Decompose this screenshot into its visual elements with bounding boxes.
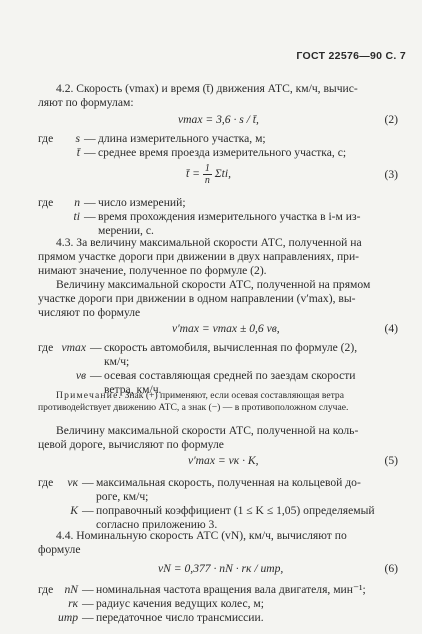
definition: скорость автомобиля, вычисленная по формуле (2), <box>104 341 358 354</box>
dash: — <box>84 146 96 159</box>
where-label: где <box>38 583 54 596</box>
paragraph-line: прямом участке дороги при движении в двух направлениях, при- <box>38 250 360 263</box>
paragraph-line: 4.3. За величину максимальной скорости АТС, полученной на <box>56 236 362 249</box>
note-line: противодействует движению АТС, а знак (−) — в противоположном случае. <box>38 402 349 413</box>
note <box>38 390 406 402</box>
definition: максимальная скорость, полученная на кольцевой до- <box>96 476 361 489</box>
equation-number: (2) <box>384 113 398 126</box>
formula-4: v′max = vmax ± 0,6 vв, <box>172 322 280 335</box>
paragraph-line: нимают значение, полученное по формуле (2). <box>38 264 267 277</box>
formula-2: vmax = 3,6 · s / t̄, <box>178 113 259 126</box>
dash: — <box>90 341 102 354</box>
fraction <box>203 163 212 186</box>
definition: среднее время проезда измерительного участка, с; <box>98 146 347 159</box>
formula-rhs: Σti, <box>214 167 231 181</box>
dash: — <box>84 196 96 209</box>
definition: время прохождения измерительного участка в i-м из- <box>98 210 361 223</box>
formula-5: v′max = vк · K, <box>188 454 259 467</box>
paragraph-line: 4.4. Номинальную скорость АТС (vN), км/ч, вычисляют по <box>56 529 347 542</box>
dash: — <box>82 611 94 624</box>
paragraph-line: формуле <box>38 543 81 556</box>
definition: ветра, км/ч. <box>104 383 162 396</box>
equation-number: (4) <box>384 322 398 335</box>
definition: длина измерительного участка, м; <box>98 132 266 145</box>
note-label: Примечание. <box>56 390 123 401</box>
definition: согласно приложению 3. <box>96 518 218 531</box>
dash: — <box>84 210 96 223</box>
paragraph-line: ляют по формулам: <box>38 96 134 109</box>
definition: радиус качения ведущих колес, м; <box>96 597 264 610</box>
dash: — <box>90 369 102 382</box>
equation-number: (3) <box>384 168 398 181</box>
dash: — <box>82 504 94 517</box>
term: uтр <box>58 611 78 624</box>
definition: осевая составляющая средней по заездам скорости <box>104 369 356 382</box>
definition: номинальная частота вращения вала двигателя, мин⁻¹; <box>96 583 366 596</box>
numerator: 1 <box>204 163 210 174</box>
term: vк <box>67 476 78 489</box>
dash: — <box>84 132 96 145</box>
definition: передаточное число трансмиссии. <box>96 611 264 624</box>
where-label: где <box>38 132 54 145</box>
term: s <box>75 132 80 145</box>
denominator: n <box>204 175 210 186</box>
definition: роге, км/ч; <box>96 490 149 503</box>
paragraph-line: Величину максимальной скорости АТС, полученной на прямом <box>56 278 371 291</box>
where-label: где <box>38 341 54 354</box>
definition: мерении, с. <box>98 224 154 237</box>
where-label: где <box>38 196 54 209</box>
definition: км/ч; <box>104 355 130 368</box>
term: ti <box>73 210 80 223</box>
definition-list <box>0 132 422 162</box>
paragraph-line: числяют по формуле <box>38 306 141 319</box>
definition-list <box>0 341 422 397</box>
where-label: где <box>38 476 54 489</box>
dash: — <box>82 597 94 610</box>
definition-list <box>0 583 422 627</box>
paragraph-line: 4.2. Скорость (vmax) и время (t̄) движения АТС, км/ч, вычис- <box>56 82 358 95</box>
formula-lhs: t̄ = <box>186 167 200 181</box>
paragraph-line: участке дороги при движении в одном направлении (v′max), вы- <box>38 292 356 305</box>
dash: — <box>82 583 94 596</box>
term: K <box>70 504 78 517</box>
definition: число измерений; <box>98 196 186 209</box>
term: rк <box>68 597 78 610</box>
formula-3 <box>186 163 231 186</box>
equation-number: (6) <box>384 562 398 575</box>
definition: поправочный коэффициент (1 ≤ K ≤ 1,05) определяемый <box>96 504 375 517</box>
term: t̄ <box>76 146 80 159</box>
term: vв <box>75 369 86 382</box>
definition-list <box>0 476 422 532</box>
term: n <box>74 196 80 209</box>
note-text: Знак (+) применяют, если осевая составляющая ветра <box>124 390 344 401</box>
formula-6: vN = 0,377 · nN · rк / uтр, <box>158 562 284 575</box>
definition-list <box>0 196 422 240</box>
term: vmax <box>61 341 86 354</box>
paragraph-line: цевой дороге, вычисляют по формуле <box>38 438 224 451</box>
paragraph-line: Величину максимальной скорости АТС, полученной на коль- <box>56 424 359 437</box>
dash: — <box>82 476 94 489</box>
equation-number: (5) <box>384 454 398 467</box>
term: nN <box>64 583 78 596</box>
page-header: ГОСТ 22576—90 С. 7 <box>296 50 406 62</box>
